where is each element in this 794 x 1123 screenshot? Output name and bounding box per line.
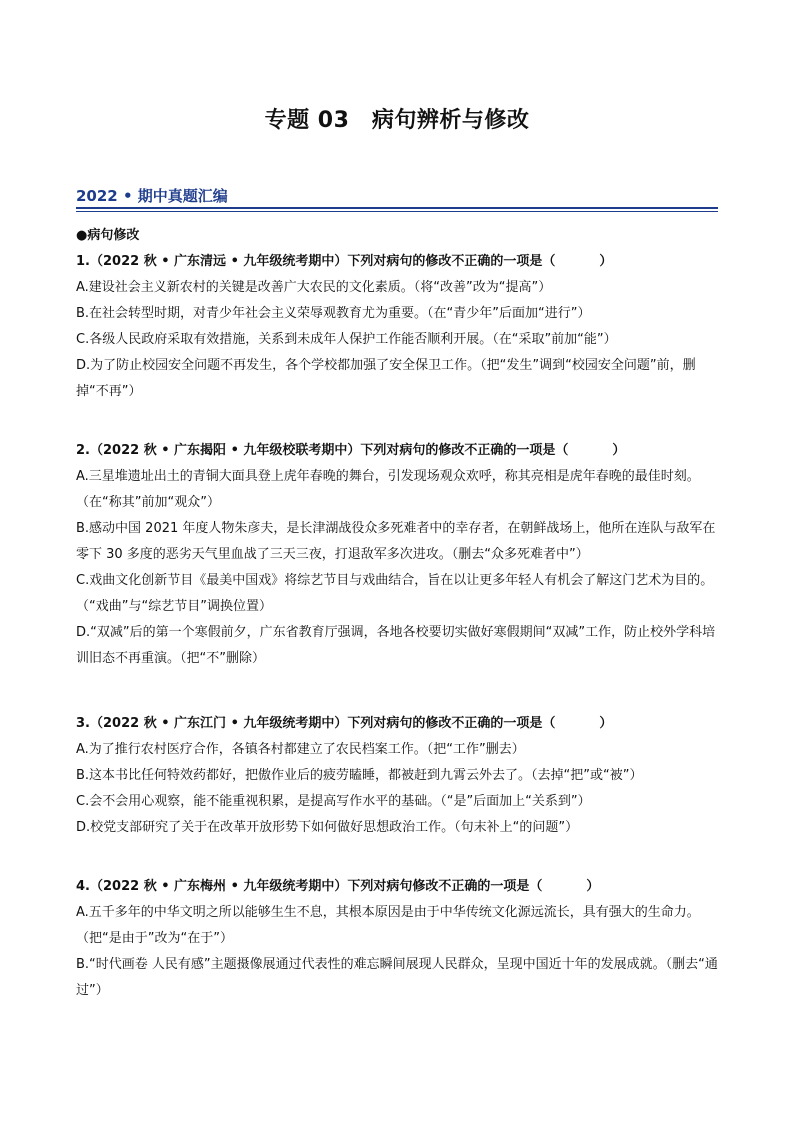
- question-3: [76, 711, 718, 841]
- option-c: C.会不会用心观察，能不能重视积累，是提高写作水平的基础。（“是”后面加上“关系到”）: [76, 794, 591, 809]
- option-a: A.三星堆遗址出土的青铜大面具登上虎年春晚的舞台，引发现场观众欢呼，称其亮相是虎年春晚的最佳时刻。（在“称其”前加“观众”）: [76, 469, 700, 510]
- option-d: D.“双减”后的第一个寒假前夕，广东省教育厅强调，各地各校要切实做好寒假期间“双减”工作，防止校外学科培训旧态不再重演。（把“不”删除）: [76, 625, 716, 666]
- option-d: D.为了防止校园安全问题不再发生，各个学校都加强了安全保卫工作。（把“发生”调到“校园安全问题”前，删掉“不再”）: [76, 358, 696, 399]
- question-stem: 3.（2022 秋 • 广东江门 • 九年级统考期中）下列对病句的修改不正确的一项是（ ）: [76, 716, 613, 731]
- question-stem: 1.（2022 秋 • 广东清远 • 九年级统考期中）下列对病句的修改不正确的一项是（ ）: [76, 254, 613, 269]
- section-title: 2022 • 期中真题汇编: [76, 187, 228, 205]
- question-4: [76, 874, 718, 1004]
- option-a: A.为了推行农村医疗合作，各镇各村都建立了农民档案工作。（把“工作”删去）: [76, 742, 525, 757]
- question-stem: 2.（2022 秋 • 广东揭阳 • 九年级校联考期中）下列对病句的修改不正确的一项是（ ）: [76, 443, 626, 458]
- question-stem: 4.（2022 秋 • 广东梅州 • 九年级统考期中）下列对病句修改不正确的一项是（ ）: [76, 879, 600, 894]
- question-2: [76, 438, 718, 672]
- option-a: A.建设社会主义新农村的关键是改善广大农民的文化素质。（将“改善”改为“提高”）: [76, 280, 552, 295]
- section-rule-thin: [76, 211, 718, 212]
- option-b: B.感动中国 2021 年度人物朱彦夫，是长津湖战役众多死难者中的幸存者，在朝鲜战场上，他所在连队与敌军在零下 30 多度的恶劣天气里血战了三天三夜，打退敌军多次进攻。（删去“众多死难者中”）: [76, 521, 716, 562]
- question-1: [76, 249, 718, 405]
- page-title: 专题 03 病句辨析与修改: [264, 108, 530, 133]
- option-c: C.各级人民政府采取有效措施，关系到未成年人保护工作能否顺利开展。（在“采取”前加“能”）: [76, 332, 617, 347]
- option-a: A.五千多年的中华文明之所以能够生生不息，其根本原因是由于中华传统文化源远流长，具有强大的生命力。（把“是由于”改为“在于”）: [76, 905, 700, 946]
- section-rule-thick: [76, 207, 718, 209]
- option-b: B.在社会转型时期，对青少年社会主义荣辱观教育尤为重要。（在“青少年”后面加“进行”）: [76, 306, 591, 321]
- option-c: C.戏曲文化创新节目《最美中国戏》将综艺节目与戏曲结合，旨在以让更多年轻人有机会了解这门艺术为目的。（“戏曲”与“综艺节目”调换位置）: [76, 573, 714, 614]
- option-b: B.“时代画卷 人民有感”主题摄像展通过代表性的难忘瞬间展现人民群众，呈现中国近十年的发展成就。（删去“通过”）: [76, 957, 718, 998]
- subsection-title: ●病句修改: [76, 228, 140, 243]
- option-d: D.校党支部研究了关于在改革开放形势下如何做好思想政治工作。（句末补上“的问题”）: [76, 820, 579, 835]
- section-header: [76, 186, 718, 212]
- option-b: B.这本书比任何特效药都好，把傲作业后的疲劳瞌睡，都被赶到九霄云外去了。（去掉“把”或“被”）: [76, 768, 643, 783]
